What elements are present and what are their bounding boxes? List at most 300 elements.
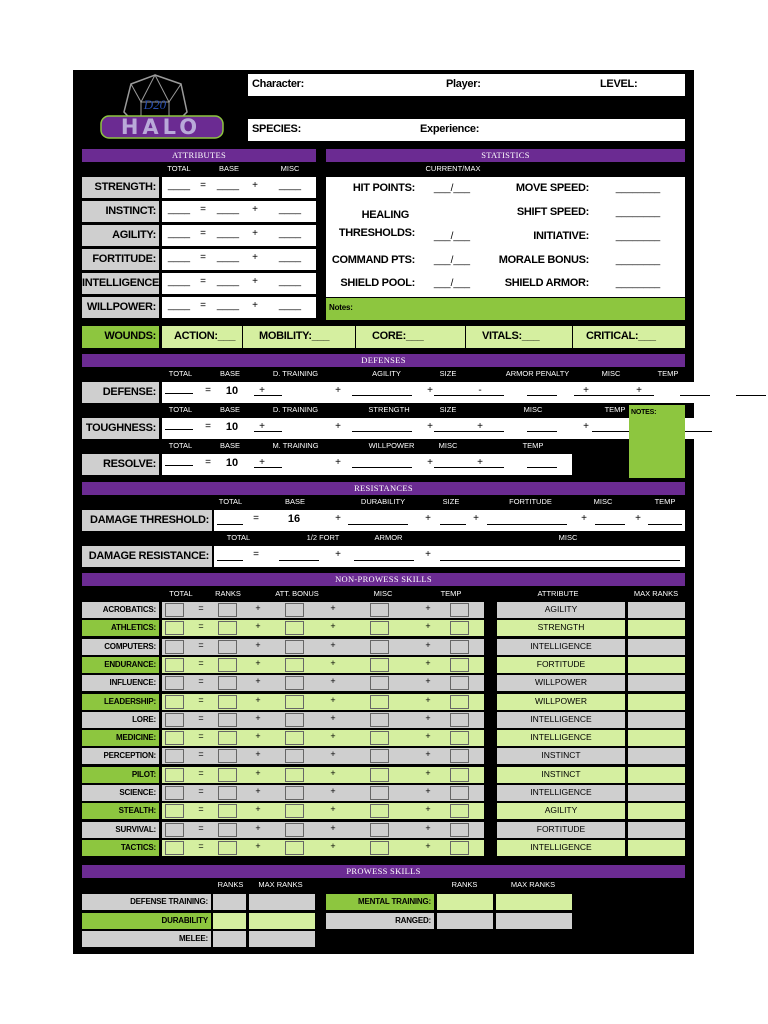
skill-total-box[interactable]	[165, 658, 184, 672]
resistance-column-header: DURABILITY	[360, 497, 406, 506]
resistances-bar: RESISTANCES	[82, 482, 685, 495]
skill-temp-box[interactable]	[450, 603, 469, 617]
skill-misc-box[interactable]	[370, 640, 389, 654]
defense-column-header: MISC	[438, 441, 458, 450]
defense-column-header: SIZE	[439, 405, 457, 414]
prowess-ranks-box[interactable]	[437, 913, 493, 929]
skill-attribute-box	[497, 657, 625, 673]
prowess-name: MELEE:	[178, 934, 208, 943]
entry-line[interactable]	[440, 560, 680, 561]
entry-line[interactable]	[595, 524, 625, 525]
skill-total-box[interactable]	[165, 768, 184, 782]
skill-row	[162, 840, 484, 856]
attr-total-field[interactable]: ____	[167, 276, 191, 287]
total-line[interactable]	[165, 465, 193, 466]
plus-sign: +	[425, 731, 431, 742]
level-field[interactable]	[643, 74, 683, 96]
plus-sign: +	[330, 840, 336, 851]
healing-label: HEALING	[361, 209, 409, 221]
skill-label-box	[82, 785, 159, 801]
skill-att-bonus-box[interactable]	[285, 768, 304, 782]
skill-name: SCIENCE:	[119, 788, 156, 797]
skill-attribute: AGILITY	[544, 805, 578, 816]
morale-bonus-field[interactable]: ________	[615, 255, 661, 266]
character-sheet	[73, 70, 694, 954]
entry-line[interactable]	[352, 431, 412, 432]
entry-line[interactable]	[487, 524, 567, 525]
skill-ranks-box[interactable]	[218, 676, 237, 690]
wounds-core[interactable]: CORE:___	[372, 330, 424, 342]
skill-max-ranks-box[interactable]	[628, 730, 685, 746]
skill-total-box[interactable]	[165, 676, 184, 690]
wounds-mobility[interactable]: MOBILITY:___	[259, 330, 330, 342]
prowess-name: DURABILITY	[161, 915, 208, 925]
skill-temp-box[interactable]	[450, 621, 469, 635]
prowess-name: MENTAL TRAINING:	[358, 897, 431, 906]
dt-total-line[interactable]	[217, 524, 243, 525]
damage-resistance-row	[214, 546, 685, 567]
skill-misc-box[interactable]	[370, 823, 389, 837]
operator-sign: =	[205, 385, 211, 396]
skill-misc-box[interactable]	[370, 804, 389, 818]
skill-misc-box[interactable]	[370, 658, 389, 672]
player-field[interactable]	[488, 74, 588, 96]
skill-att-bonus-box[interactable]	[285, 603, 304, 617]
wounds-action[interactable]: ACTION:___	[174, 330, 236, 342]
attr-base-field[interactable]: ____	[216, 204, 240, 215]
skill-attribute-box	[497, 822, 625, 838]
dr-total-line[interactable]	[217, 560, 243, 561]
defense-column-header: TEMP	[522, 441, 544, 450]
healing-thresholds-field[interactable]: ___/___	[433, 231, 471, 242]
shield-pool-field[interactable]: ___/___	[433, 278, 471, 289]
entry-line[interactable]	[254, 431, 282, 432]
defense-row	[162, 382, 765, 403]
skill-misc-box[interactable]	[370, 621, 389, 635]
skill-total-box[interactable]	[165, 640, 184, 654]
prowess-ranks-box[interactable]	[213, 931, 246, 947]
skill-temp-box[interactable]	[450, 640, 469, 654]
skill-attribute: INSTINCT	[541, 768, 581, 779]
attribute-row	[162, 297, 316, 318]
skill-attribute: INTELLIGENCE	[530, 640, 592, 651]
skill-name: ENDURANCE:	[104, 659, 156, 669]
defense-column-header: M. TRAINING	[272, 441, 319, 450]
equals-sign: =	[198, 731, 204, 742]
skill-misc-box[interactable]	[370, 676, 389, 690]
plus-sign: +	[330, 731, 336, 742]
skill-ranks-box[interactable]	[218, 695, 237, 709]
plus-sign: +	[425, 786, 431, 796]
plus-sign: +	[255, 822, 261, 833]
attribute-row	[162, 201, 316, 222]
attribute-label-box	[82, 273, 163, 294]
wounds-track	[162, 326, 685, 348]
equals-sign: =	[198, 694, 204, 705]
plus-sign: +	[425, 749, 431, 760]
plus-sign: +	[330, 767, 336, 778]
damage-threshold-label-box	[82, 510, 212, 531]
skill-total-box[interactable]	[165, 804, 184, 818]
skill-ranks-box[interactable]	[218, 749, 237, 763]
entry-line[interactable]	[527, 467, 557, 468]
base-value: 10	[225, 385, 239, 397]
morale-bonus-label: MORALE BONUS:	[498, 254, 589, 266]
skill-total-box[interactable]	[165, 621, 184, 635]
prowess-ranks-box[interactable]	[437, 894, 493, 910]
defense-label-box	[82, 418, 159, 439]
resistance-column-header: FORTITUDE	[509, 497, 552, 506]
base-value: 10	[225, 457, 239, 469]
entry-line[interactable]	[434, 431, 504, 432]
notes-label: Notes:	[329, 303, 353, 312]
skill-column-header: TEMP	[440, 589, 462, 598]
prowess-max-ranks-box[interactable]	[249, 913, 315, 929]
prowess-ranks-box[interactable]	[213, 894, 246, 910]
skill-temp-box[interactable]	[450, 804, 469, 818]
attr-misc-field[interactable]: ____	[278, 180, 302, 191]
skill-att-bonus-box[interactable]	[285, 823, 304, 837]
shield-armor-field[interactable]: ________	[615, 278, 661, 289]
plus-sign: +	[330, 676, 336, 687]
skill-ranks-box[interactable]	[218, 621, 237, 635]
resistance-column-header: TEMP	[654, 497, 676, 506]
defense-column-header: TOTAL	[168, 441, 193, 450]
skill-misc-box[interactable]	[370, 603, 389, 617]
skill-max-ranks-box[interactable]	[628, 602, 685, 618]
skill-max-ranks-box[interactable]	[628, 767, 685, 783]
attr-total-field[interactable]: ____	[167, 228, 191, 239]
skill-max-ranks-box[interactable]	[628, 803, 685, 819]
skill-label-box	[82, 748, 159, 764]
skill-ranks-box[interactable]	[218, 804, 237, 818]
entry-line[interactable]	[434, 395, 504, 396]
entry-line[interactable]	[352, 395, 412, 396]
plus-sign: +	[335, 549, 341, 560]
wounds-vitals[interactable]: VITALS:___	[482, 330, 540, 342]
entry-line[interactable]	[682, 431, 712, 432]
skill-temp-box[interactable]	[450, 786, 469, 800]
skill-max-ranks-box[interactable]	[628, 620, 685, 636]
defense-column-header: MISC	[523, 405, 543, 414]
species-field[interactable]	[320, 119, 420, 141]
hit-points-label: HIT POINTS:	[352, 182, 415, 194]
skill-attribute-box	[497, 748, 625, 764]
defense-column-header: MISC	[601, 369, 621, 378]
entry-line[interactable]	[354, 560, 414, 561]
resistance-column-header: MISC	[558, 533, 578, 542]
operator-sign: +	[583, 421, 589, 432]
plus-sign: +	[255, 712, 261, 723]
skill-att-bonus-box[interactable]	[285, 804, 304, 818]
halo-d20-logo	[91, 72, 236, 147]
skill-misc-box[interactable]	[370, 841, 389, 855]
skill-name: PILOT:	[131, 769, 156, 779]
player-label: Player:	[446, 78, 481, 90]
shield-pool-label: SHIELD POOL:	[340, 277, 415, 289]
equals-sign: =	[198, 712, 204, 723]
prowess-max-ranks-box[interactable]	[249, 931, 315, 947]
resistance-column-header: MISC	[593, 497, 613, 506]
skill-ranks-box[interactable]	[218, 823, 237, 837]
skill-temp-box[interactable]	[450, 841, 469, 855]
entry-line[interactable]	[527, 431, 557, 432]
wounds-critical[interactable]: CRITICAL:___	[586, 330, 656, 342]
skill-temp-box[interactable]	[450, 658, 469, 672]
skill-name: MEDICINE:	[116, 733, 156, 743]
skill-name: LEADERSHIP:	[103, 696, 156, 706]
plus-sign: +	[425, 822, 431, 833]
skill-max-ranks-box[interactable]	[628, 785, 685, 801]
entry-line[interactable]	[434, 467, 504, 468]
attr-misc-field[interactable]: ____	[278, 300, 302, 311]
skill-max-ranks-box[interactable]	[628, 748, 685, 764]
defense-column-header: BASE	[219, 405, 240, 414]
skill-total-box[interactable]	[165, 823, 184, 837]
skill-ranks-box[interactable]	[218, 731, 237, 745]
operator-sign: +	[636, 385, 642, 396]
skill-attribute-box	[497, 730, 625, 746]
level-label: LEVEL:	[600, 78, 638, 90]
operator-sign: +	[427, 421, 433, 432]
defense-column-header: BASE	[219, 369, 240, 378]
skill-att-bonus-box[interactable]	[285, 713, 304, 727]
skill-attribute: FORTITUDE	[536, 658, 586, 669]
skill-ranks-box[interactable]	[218, 768, 237, 782]
attr-total-field[interactable]: ____	[167, 204, 191, 215]
skill-ranks-box[interactable]	[218, 658, 237, 672]
skill-row	[162, 602, 484, 618]
equals-sign: =	[198, 603, 204, 613]
attr-base-field[interactable]: ____	[216, 252, 240, 263]
skill-name: INFLUENCE:	[109, 678, 156, 688]
prowess-max-ranks-box[interactable]	[249, 894, 315, 910]
attr-base-field[interactable]: ____	[216, 276, 240, 287]
plus-sign: +	[255, 603, 261, 613]
skill-name: ACROBATICS:	[102, 605, 156, 614]
skill-misc-box[interactable]	[370, 749, 389, 763]
skill-att-bonus-box[interactable]	[285, 731, 304, 745]
skill-name: TACTICS:	[120, 842, 156, 852]
total-line[interactable]	[165, 429, 193, 430]
skill-max-ranks-box[interactable]	[628, 822, 685, 838]
skill-attribute: AGILITY	[544, 604, 578, 614]
attribute-row	[162, 249, 316, 270]
species-label: SPECIES:	[252, 123, 301, 135]
equals-sign: =	[200, 228, 206, 239]
skill-total-box[interactable]	[165, 749, 184, 763]
attr-misc-field[interactable]: ____	[278, 252, 302, 263]
skill-att-bonus-box[interactable]	[285, 786, 304, 800]
defense-column-header: WILLPOWER	[368, 441, 415, 450]
equals-sign: =	[198, 749, 204, 760]
entry-line[interactable]	[440, 524, 466, 525]
entry-line[interactable]	[254, 395, 282, 396]
skill-misc-box[interactable]	[370, 731, 389, 745]
skill-att-bonus-box[interactable]	[285, 676, 304, 690]
skill-att-bonus-box[interactable]	[285, 640, 304, 654]
skill-attribute-box	[497, 602, 625, 618]
skill-ranks-box[interactable]	[218, 640, 237, 654]
command-pts-field[interactable]: ___/___	[433, 255, 471, 266]
skill-row	[162, 785, 484, 801]
attributes-bar: ATTRIBUTES	[82, 149, 316, 162]
skill-att-bonus-box[interactable]	[285, 695, 304, 709]
defense-column-header: ARMOR PENALTY	[505, 369, 570, 378]
plus-sign: +	[425, 694, 431, 705]
skill-label-box	[82, 730, 159, 746]
skill-misc-box[interactable]	[370, 786, 389, 800]
skill-total-box[interactable]	[165, 731, 184, 745]
skill-total-box[interactable]	[165, 603, 184, 617]
plus-sign: +	[330, 657, 336, 668]
skill-max-ranks-box[interactable]	[628, 657, 685, 673]
damage-threshold-row	[214, 510, 685, 531]
move-speed-field[interactable]: ________	[615, 183, 661, 194]
operator-sign: +	[477, 421, 483, 432]
skill-name: SURVIVAL:	[115, 824, 156, 834]
skill-label-box	[82, 822, 159, 838]
attr-base-field[interactable]: ____	[216, 300, 240, 311]
skill-name: ATHLETICS:	[111, 623, 156, 633]
prowess-max-ranks-header-left: MAX RANKS	[258, 880, 303, 889]
operator-sign: +	[259, 385, 265, 396]
skill-misc-box[interactable]	[370, 713, 389, 727]
attr-misc-field[interactable]: ____	[278, 228, 302, 239]
entry-line[interactable]	[279, 560, 319, 561]
attribute-label-box	[82, 225, 159, 246]
entry-line[interactable]	[648, 524, 682, 525]
skill-max-ranks-box[interactable]	[628, 712, 685, 728]
plus-sign: +	[330, 603, 336, 613]
attribute-name: INTELLIGENCE:	[82, 277, 163, 289]
statistics-notes[interactable]	[326, 298, 685, 320]
attr-base-field[interactable]: ____	[216, 180, 240, 191]
attr-total-field[interactable]: ____	[167, 300, 191, 311]
entry-line[interactable]	[254, 467, 282, 468]
entry-line[interactable]	[527, 395, 557, 396]
equals-sign: =	[200, 204, 206, 215]
attr-total-field[interactable]: ____	[167, 180, 191, 191]
prowess-skills-bar: PROWESS SKILLS	[82, 865, 685, 878]
total-line[interactable]	[165, 393, 193, 394]
prowess-max-ranks-box[interactable]	[496, 894, 572, 910]
defense-column-header: SIZE	[439, 369, 457, 378]
operator-sign: +	[477, 457, 483, 468]
current-max-header: CURRENT/MAX	[425, 164, 481, 173]
skill-row	[162, 675, 484, 691]
prowess-ranks-box[interactable]	[213, 913, 246, 929]
skill-row	[162, 639, 484, 655]
skill-misc-box[interactable]	[370, 695, 389, 709]
skill-misc-box[interactable]	[370, 768, 389, 782]
command-pts-label: COMMAND PTS:	[331, 254, 415, 266]
attribute-row	[162, 273, 316, 294]
prowess-label-box	[326, 894, 434, 910]
skill-att-bonus-box[interactable]	[285, 621, 304, 635]
skill-attribute-box	[497, 767, 625, 783]
skill-att-bonus-box[interactable]	[285, 749, 304, 763]
skill-temp-box[interactable]	[450, 695, 469, 709]
svg-text:HALO: HALO	[120, 115, 202, 139]
skill-max-ranks-box[interactable]	[628, 675, 685, 691]
skill-att-bonus-box[interactable]	[285, 841, 304, 855]
skill-ranks-box[interactable]	[218, 713, 237, 727]
equals-sign: =	[198, 676, 204, 687]
plus-sign: +	[635, 513, 641, 524]
attr-misc-field[interactable]: ____	[278, 204, 302, 215]
skill-temp-box[interactable]	[450, 713, 469, 727]
skill-attribute: INSTINCT	[541, 750, 581, 761]
entry-line[interactable]	[352, 467, 412, 468]
defense-column-header: AGILITY	[372, 369, 401, 378]
shift-speed-label: SHIFT SPEED:	[516, 206, 589, 218]
plus-sign: +	[425, 621, 431, 632]
skill-total-box[interactable]	[165, 786, 184, 800]
plus-sign: +	[330, 822, 336, 833]
skill-temp-box[interactable]	[450, 823, 469, 837]
prowess-max-ranks-box[interactable]	[496, 913, 572, 929]
character-info-row	[248, 74, 685, 96]
skill-column-header: ATTRIBUTE	[537, 589, 579, 598]
skill-max-ranks-box[interactable]	[628, 694, 685, 710]
hit-points-field[interactable]: ___/___	[433, 183, 471, 194]
operator-sign: +	[335, 457, 341, 468]
skill-total-box[interactable]	[165, 713, 184, 727]
shift-speed-field[interactable]: ________	[615, 207, 661, 218]
plus-sign: +	[425, 549, 431, 560]
entry-line[interactable]	[680, 395, 710, 396]
resistance-column-header: SIZE	[442, 497, 460, 506]
plus-sign: +	[330, 639, 336, 650]
skill-temp-box[interactable]	[450, 676, 469, 690]
equals-sign: =	[253, 513, 259, 524]
plus-sign: +	[255, 676, 261, 687]
skill-att-bonus-box[interactable]	[285, 658, 304, 672]
entry-line[interactable]	[736, 395, 766, 396]
skill-attribute-box	[497, 840, 625, 856]
skill-temp-box[interactable]	[450, 768, 469, 782]
skill-ranks-box[interactable]	[218, 786, 237, 800]
attr-total-field[interactable]: ____	[167, 252, 191, 263]
attr-total-header: TOTAL	[167, 164, 191, 173]
skill-max-ranks-box[interactable]	[628, 639, 685, 655]
attr-base-field[interactable]: ____	[216, 228, 240, 239]
attr-base-header: BASE	[218, 164, 239, 173]
damage-resistance-label: DAMAGE RESISTANCE:	[88, 550, 209, 562]
initiative-field[interactable]: ________	[615, 231, 661, 242]
defense-notes[interactable]	[629, 405, 685, 478]
experience-field[interactable]	[498, 119, 678, 141]
entry-line[interactable]	[348, 524, 408, 525]
skill-temp-box[interactable]	[450, 749, 469, 763]
statistics-bar: STATISTICS	[326, 149, 685, 162]
skill-max-ranks-box[interactable]	[628, 840, 685, 856]
defense-name: TOUGHNESS:	[85, 422, 156, 434]
resistance-column-header: BASE	[284, 497, 305, 506]
character-field[interactable]	[320, 74, 420, 96]
skill-total-box[interactable]	[165, 695, 184, 709]
operator-sign: +	[427, 385, 433, 396]
prowess-max-ranks-header-right: MAX RANKS	[510, 880, 556, 889]
attr-misc-field[interactable]: ____	[278, 276, 302, 287]
skill-temp-box[interactable]	[450, 731, 469, 745]
entry-line[interactable]	[574, 395, 654, 396]
skill-total-box[interactable]	[165, 841, 184, 855]
skill-ranks-box[interactable]	[218, 841, 237, 855]
skill-ranks-box[interactable]	[218, 603, 237, 617]
equals-sign: =	[198, 840, 204, 851]
